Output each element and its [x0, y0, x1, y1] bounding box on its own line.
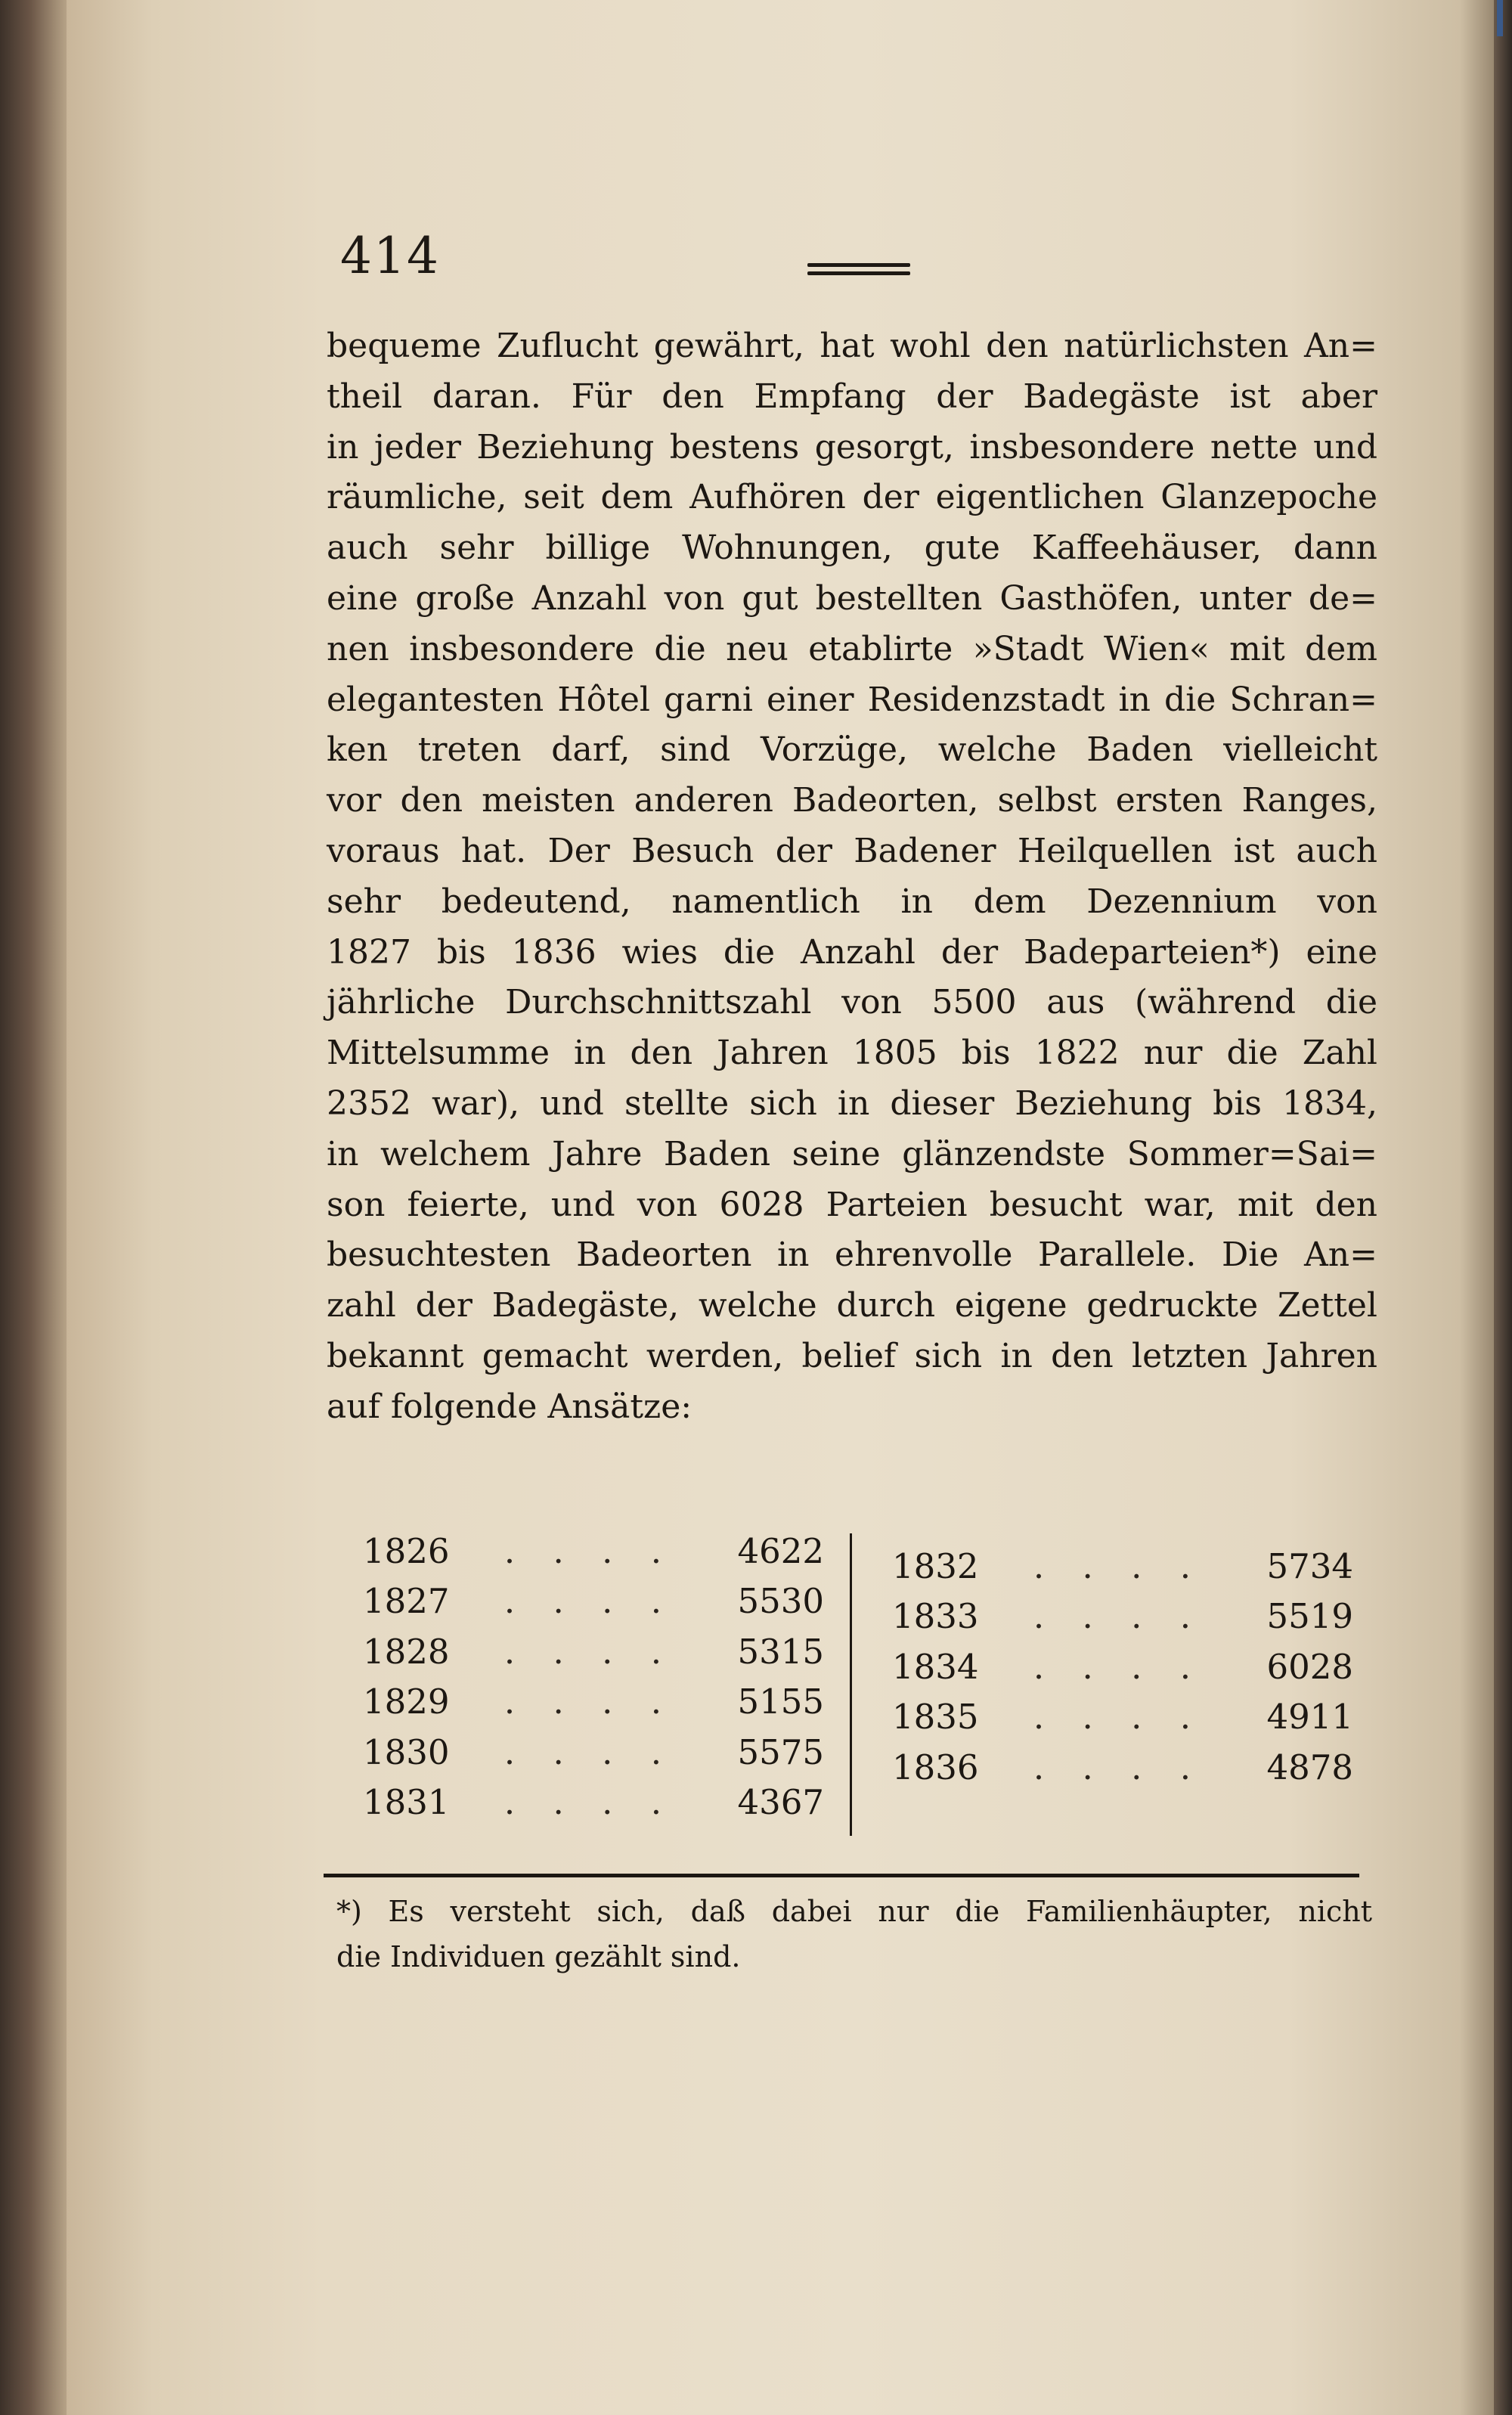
footnote-line: die Individuen gezählt sind. [336, 1940, 741, 1973]
leader-dots: . . . . [1033, 1545, 1205, 1586]
value-cell: 5315 [737, 1631, 824, 1672]
text-line: ken treten darf, sind Vorzüge, welche Baden vielleicht [327, 730, 1377, 770]
text-line: bekannt gemacht werden, belief sich in den letzten Jahren [327, 1336, 1377, 1375]
leader-dots: . . . . [1033, 1596, 1205, 1637]
value-cell: 5530 [737, 1581, 824, 1622]
table-row [892, 1541, 1353, 1592]
text-line: eine große Anzahl von gut bestellten Gasthöfen, unter de= [327, 578, 1377, 618]
value-cell: 4911 [1266, 1697, 1353, 1738]
text-line: in welchem Jahre Baden seine glänzendste Sommer=Sai= [327, 1134, 1377, 1173]
value-cell: 5155 [737, 1682, 824, 1722]
text-line: nen insbesondere die neu etablirte »Stadt Wien« mit dem [327, 629, 1377, 668]
table-row [892, 1692, 1353, 1743]
leader-dots: . . . . [503, 1631, 676, 1672]
leader-dots: . . . . [503, 1530, 676, 1571]
text-line: zahl der Badegäste, welche durch eigene gedruckte Zettel [327, 1286, 1377, 1325]
year-cell: 1829 [363, 1682, 450, 1722]
table-row [892, 1642, 1353, 1692]
guest-count-table [363, 1526, 1353, 1851]
text-line: besuchtesten Badeorten in ehrenvolle Parallele. Die An= [327, 1235, 1377, 1275]
value-cell: 5519 [1266, 1596, 1353, 1637]
text-line: jährliche Durchschnittszahl von 5500 aus (während die [327, 983, 1377, 1022]
value-cell: 6028 [1266, 1646, 1353, 1687]
binding-edge [0, 0, 68, 2415]
leader-dots: . . . . [1033, 1697, 1205, 1738]
leader-dots: . . . . [503, 1581, 676, 1622]
year-cell: 1827 [363, 1581, 450, 1622]
leader-dots: . . . . [1033, 1747, 1205, 1787]
text-line: theil daran. Für den Empfang der Badegäste ist aber [327, 377, 1377, 416]
table-row [363, 1778, 824, 1828]
value-cell: 4878 [1266, 1747, 1353, 1787]
value-cell: 5575 [737, 1731, 824, 1772]
table-row [892, 1742, 1353, 1793]
text-line: elegantesten Hôtel garni einer Residenzstadt in die Schran= [327, 680, 1377, 719]
book-edge [1494, 0, 1512, 2415]
year-cell: 1826 [363, 1530, 450, 1571]
table-row [363, 1677, 824, 1728]
text-line: sehr bedeutend, namentlich in dem Dezennium von [327, 882, 1377, 921]
table-column-right [892, 1541, 1353, 1793]
year-cell: 1828 [363, 1631, 450, 1672]
footnote-line: *) Es versteht sich, daß dabei nur die Familienhäupter, nicht [336, 1895, 1372, 1928]
value-cell: 4622 [737, 1530, 824, 1571]
footnote [336, 1889, 1372, 1979]
text-line: auf folgende Ansätze: [327, 1387, 692, 1426]
leader-dots: . . . . [503, 1731, 676, 1772]
page-number: 414 [340, 227, 440, 285]
year-cell: 1830 [363, 1731, 450, 1772]
table-row [363, 1526, 824, 1576]
year-cell: 1835 [892, 1697, 979, 1738]
body-text [327, 321, 1377, 1433]
text-line: Mittelsumme in den Jahren 1805 bis 1822 nur die Zahl [327, 1034, 1377, 1073]
text-line: räumliche, seit dem Aufhören der eigentlichen Glanzepoche [327, 478, 1377, 517]
text-line: son feierte, und von 6028 Parteien besucht war, mit den [327, 1185, 1377, 1224]
text-line: voraus hat. Der Besuch der Badener Heilquellen ist auch [327, 831, 1377, 870]
table-row [363, 1727, 824, 1778]
text-line: 1827 bis 1836 wies die Anzahl der Badeparteien*) eine [327, 932, 1377, 972]
table-row [363, 1576, 824, 1627]
value-cell: 5734 [1266, 1545, 1353, 1586]
text-line: in jeder Beziehung bestens gesorgt, insbesondere nette und [327, 427, 1377, 467]
text-line: vor den meisten anderen Badeorten, selbst ersten Ranges, [327, 781, 1377, 820]
text-line: 2352 war), und stellte sich in dieser Beziehung bis 1834, [327, 1083, 1377, 1123]
year-cell: 1834 [892, 1646, 979, 1687]
text-line: bequeme Zuflucht gewährt, hat wohl den natürlichsten An= [327, 327, 1377, 365]
value-cell: 4367 [737, 1782, 824, 1823]
leader-dots: . . . . [1033, 1646, 1205, 1687]
header-rule [807, 263, 910, 283]
year-cell: 1833 [892, 1596, 979, 1637]
table-column-left [363, 1526, 824, 1828]
footnote-rule [324, 1874, 1359, 1877]
leader-dots: . . . . [503, 1682, 676, 1722]
year-cell: 1831 [363, 1782, 450, 1823]
leader-dots: . . . . [503, 1782, 676, 1823]
table-row [892, 1592, 1353, 1642]
table-row [363, 1626, 824, 1677]
text-line: auch sehr billige Wohnungen, gute Kaffeehäuser, dann [327, 529, 1377, 568]
year-cell: 1832 [892, 1545, 979, 1586]
year-cell: 1836 [892, 1747, 979, 1787]
table-divider [850, 1533, 852, 1836]
